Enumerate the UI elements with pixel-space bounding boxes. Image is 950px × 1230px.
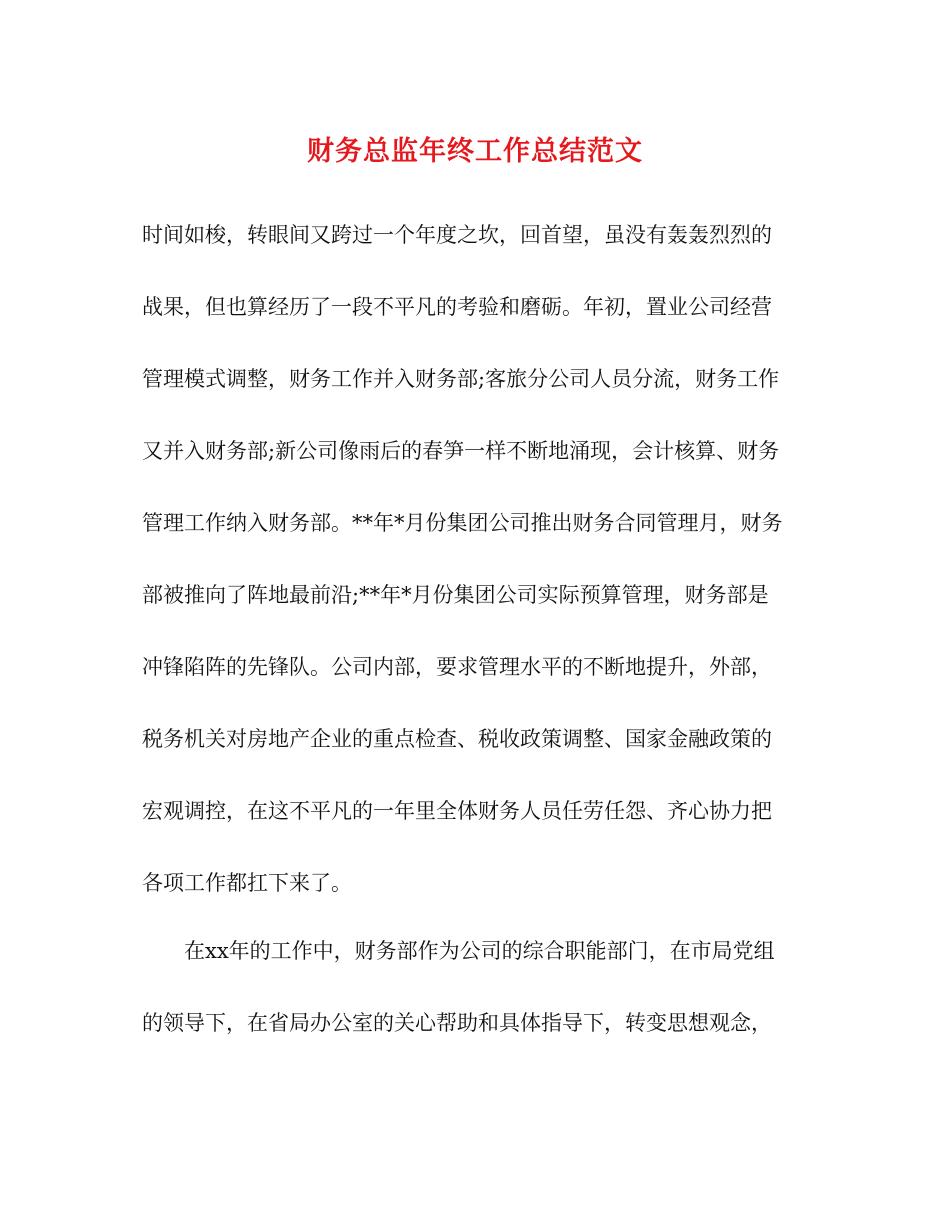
paragraph-line: 时间如梭，转眼间又跨过一个年度之坎，回首望，虽没有轰轰烈烈的 [142, 223, 772, 247]
paragraph-line: 宏观调控，在这不平凡的一年里全体财务人员任劳任怨、齐心协力把 [142, 799, 772, 823]
paragraph-line: 冲锋陷阵的先锋队。公司内部，要求管理水平的不断地提升，外部， [142, 655, 772, 679]
paragraph-line: 部被推向了阵地最前沿;**年*月份集团公司实际预算管理，财务部是 [142, 583, 769, 607]
paragraph-line: 战果，但也算经历了一段不平凡的考验和磨砺。年初，置业公司经营 [142, 295, 772, 319]
paragraph-line: 在xx年的工作中，财务部作为公司的综合职能部门，在市局党组 [184, 939, 775, 963]
paragraph-line: 的领导下，在省局办公室的关心帮助和具体指导下，转变思想观念， [142, 1011, 772, 1035]
paragraph-line: 税务机关对房地产企业的重点检查、税收政策调整、国家金融政策的 [142, 727, 772, 751]
document-title: 财务总监年终工作总结范文 [307, 136, 643, 167]
paragraph-line: 管理模式调整，财务工作并入财务部;客旅分公司人员分流，财务工作 [142, 367, 780, 391]
paragraph-line: 又并入财务部;新公司像雨后的春笋一样不断地涌现，会计核算、财务 [142, 439, 780, 463]
paragraph-line: 各项工作都扛下来了。 [142, 871, 352, 895]
paragraph-line: 管理工作纳入财务部。**年*月份集团公司推出财务合同管理月，财务 [142, 511, 783, 535]
